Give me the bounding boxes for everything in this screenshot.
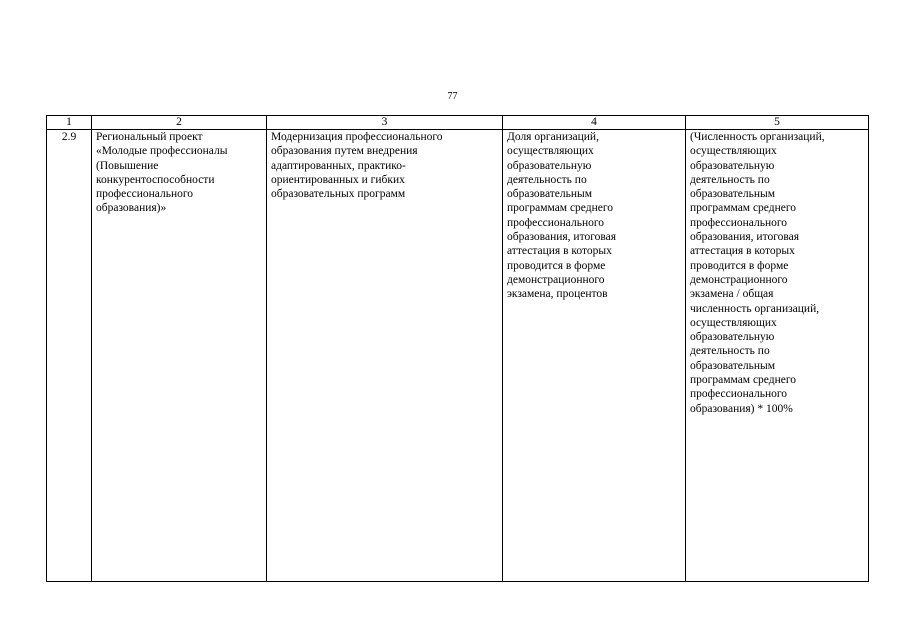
formula-line: программам среднего xyxy=(690,202,797,215)
formula-line: демонстрационного xyxy=(690,273,788,286)
formula-line: аттестация в которых xyxy=(690,245,795,258)
project-name-line: профессионального xyxy=(96,188,194,201)
project-name-line: Региональный проект xyxy=(96,131,203,143)
formula-line: деятельность по xyxy=(690,173,770,186)
row-number-cell: 2.9 xyxy=(47,130,92,582)
indicator-line: образовательную xyxy=(507,159,592,172)
formula-line: образовательную xyxy=(690,331,775,344)
formula-line: экзамена / общая xyxy=(690,288,774,301)
column-header-1: 1 xyxy=(47,116,92,130)
indicator-line: экзамена, процентов xyxy=(507,288,608,301)
project-name-cell xyxy=(92,130,267,582)
formula-line: осуществляющих xyxy=(690,316,777,329)
indicator-line: демонстрационного xyxy=(507,273,605,286)
formula-line: (Численность организаций, xyxy=(690,131,825,143)
formula-line: программам среднего xyxy=(690,374,797,387)
project-name-line: «Молодые профессионалы xyxy=(96,145,228,158)
indicator-line: деятельность по xyxy=(507,173,587,186)
project-name-line: образования)» xyxy=(96,202,167,215)
indicator-line: Доля организаций, xyxy=(507,131,599,143)
formula-line: образования) * 100% xyxy=(690,402,793,415)
formula-line: профессионального xyxy=(690,216,788,229)
description-line: образования путем внедрения xyxy=(271,145,418,158)
indicator-line: аттестация в которых xyxy=(507,245,612,258)
indicator-cell xyxy=(503,130,686,582)
indicator-line: профессионального xyxy=(507,216,605,229)
formula-line: образовательным xyxy=(690,188,776,201)
formula-cell xyxy=(686,130,869,582)
indicator-line: программам среднего xyxy=(507,202,614,215)
description-line: образовательных программ xyxy=(271,188,406,201)
column-header-2: 2 xyxy=(92,116,267,130)
project-name-line: (Повышение xyxy=(96,159,159,172)
indicator-line: образования, итоговая xyxy=(507,231,617,244)
formula-line: деятельность по xyxy=(690,345,770,358)
indicator-table xyxy=(46,115,869,582)
formula-line: осуществляющих xyxy=(690,145,777,158)
column-header-5: 5 xyxy=(686,116,869,130)
formula-line: образования, итоговая xyxy=(690,231,800,244)
project-name-line: конкурентоспособности xyxy=(96,173,215,186)
table-row xyxy=(47,130,869,582)
indicator-line: образовательным xyxy=(507,188,593,201)
description-line: адаптированных, практико- xyxy=(271,159,406,172)
description-cell xyxy=(267,130,503,582)
formula-line: численность организаций, xyxy=(690,302,820,315)
table-header-row xyxy=(47,116,869,130)
indicator-line: осуществляющих xyxy=(507,145,594,158)
formula-line: образовательным xyxy=(690,359,776,372)
description-line: ориентированных и гибких xyxy=(271,173,405,186)
column-header-4: 4 xyxy=(503,116,686,130)
page-number: 77 xyxy=(447,91,458,102)
column-header-3: 3 xyxy=(267,116,503,130)
formula-line: образовательную xyxy=(690,159,775,172)
formula-line: проводится в форме xyxy=(690,259,789,272)
formula-line: профессионального xyxy=(690,388,788,401)
indicator-line: проводится в форме xyxy=(507,259,606,272)
description-line: Модернизация профессионального xyxy=(271,131,443,143)
